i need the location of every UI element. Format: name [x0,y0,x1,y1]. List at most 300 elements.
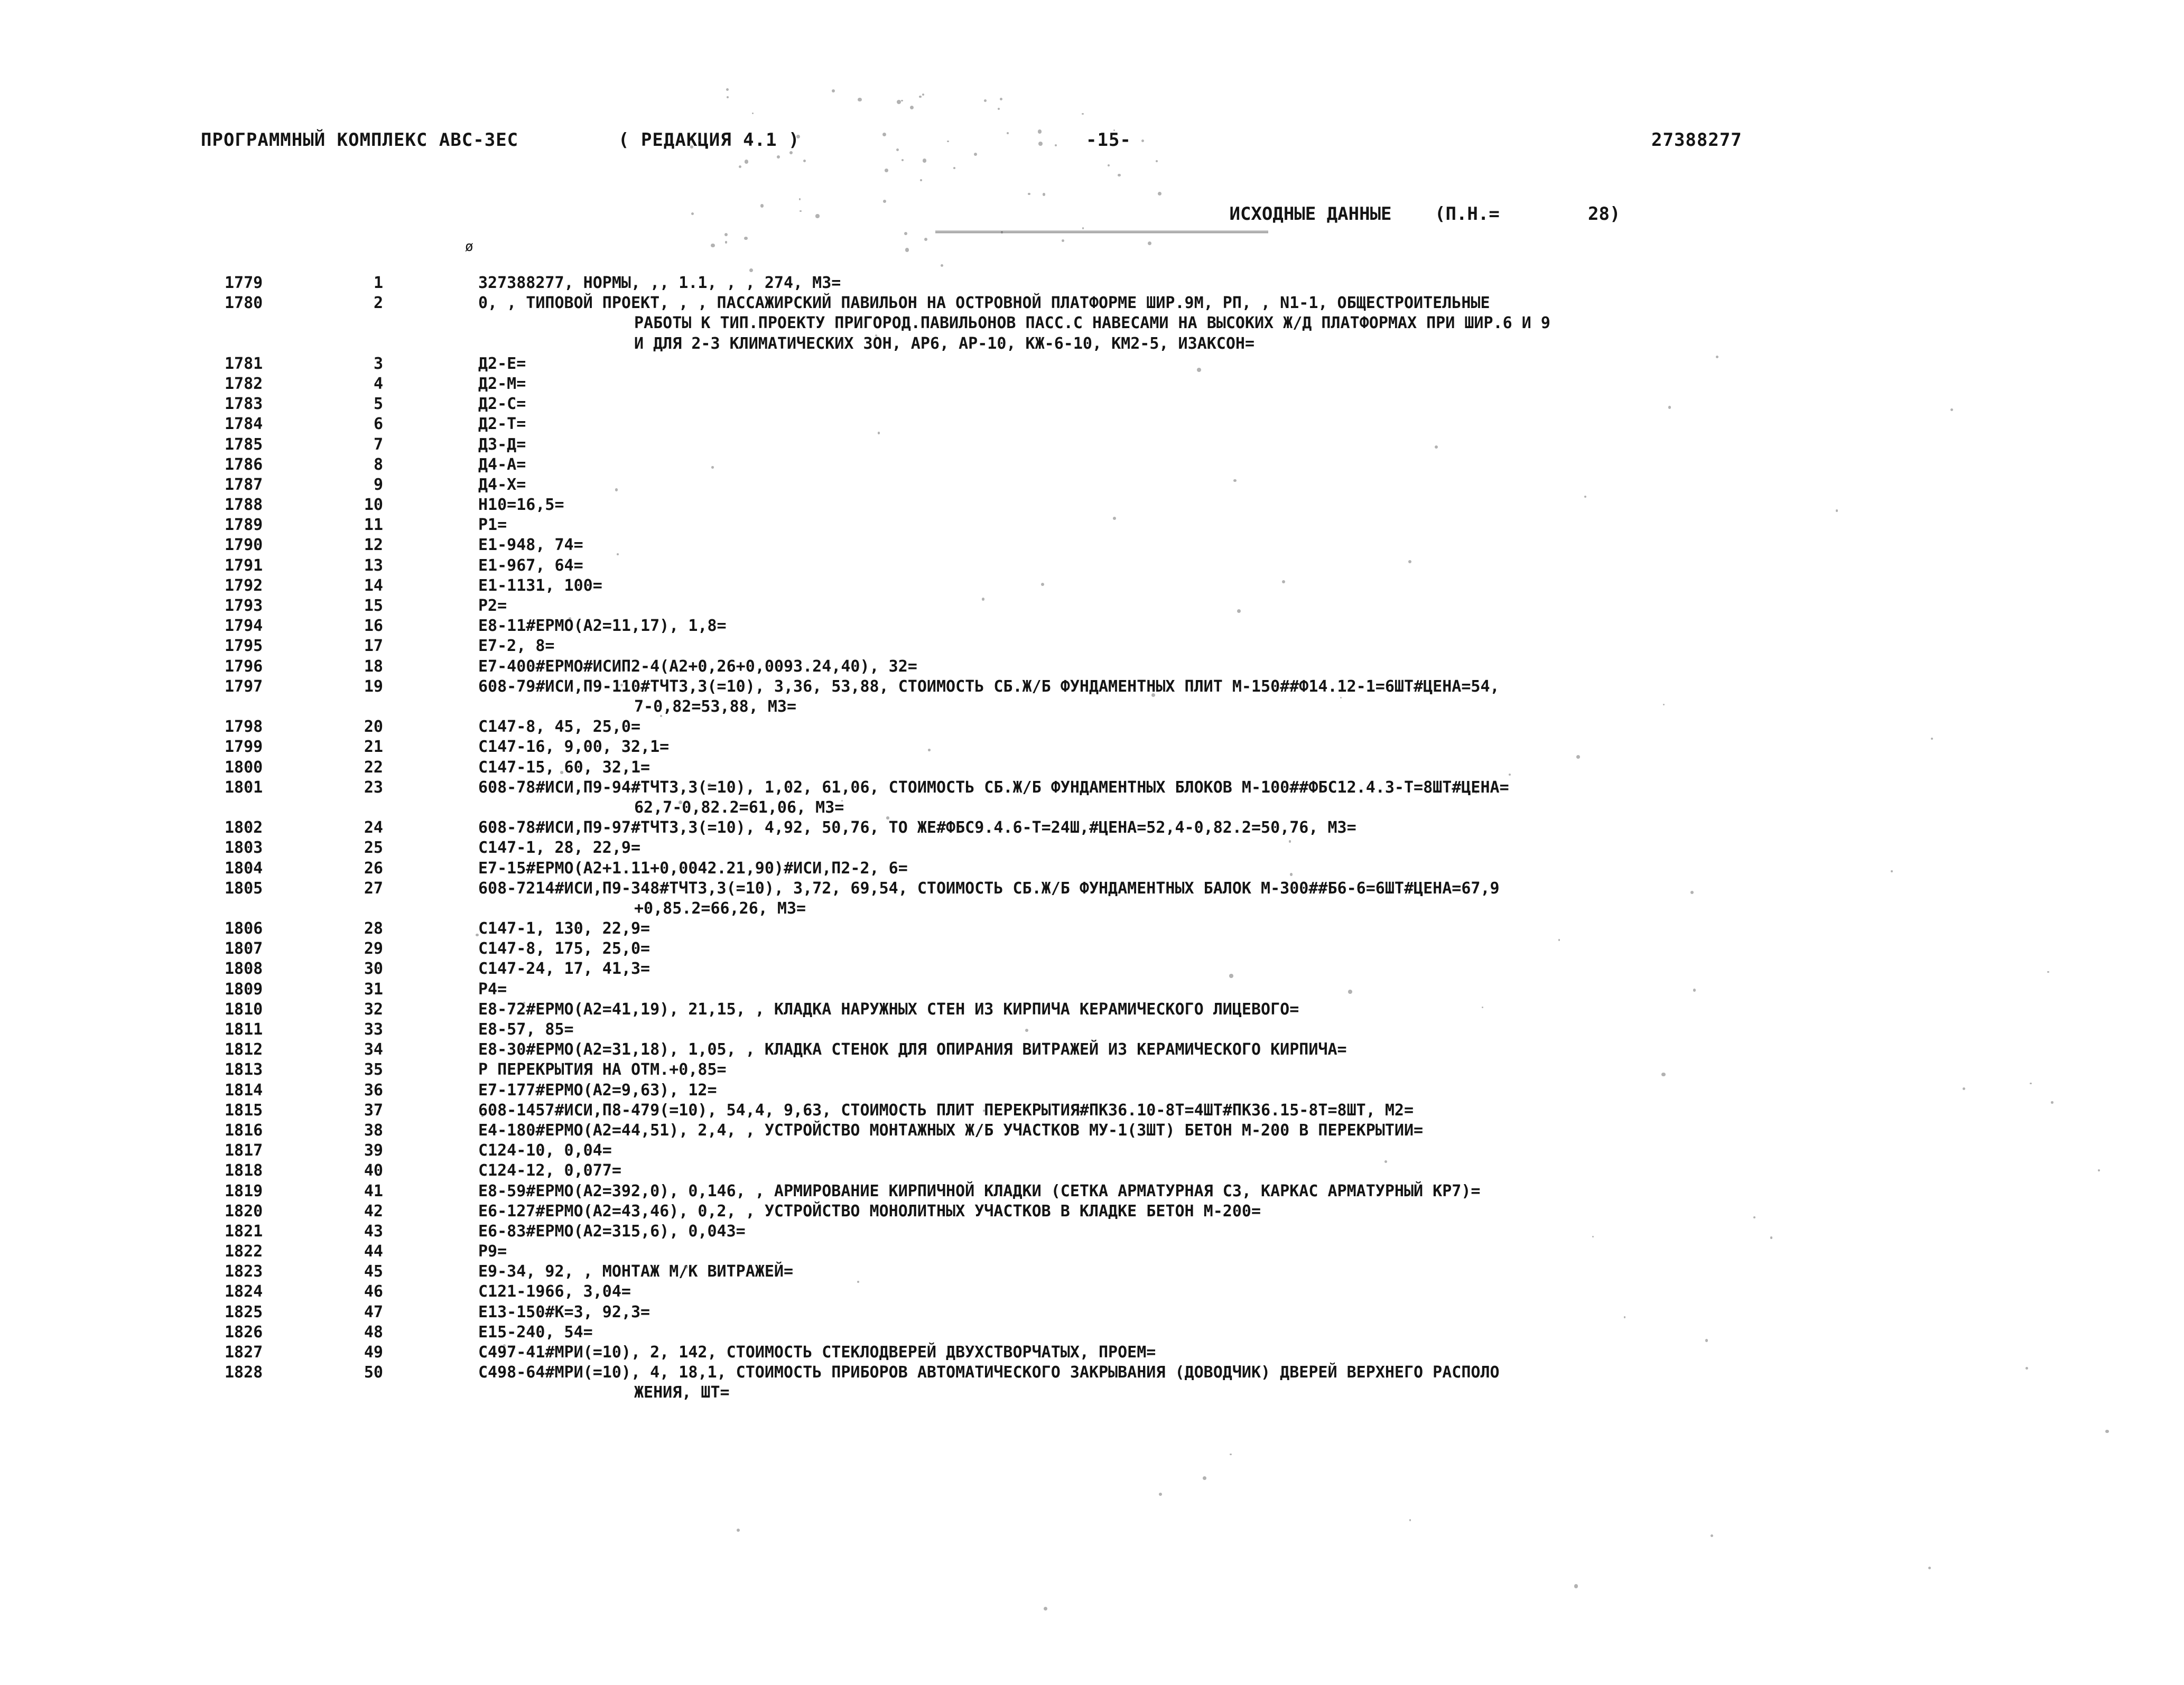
speckle [749,268,753,272]
speckle [789,151,793,154]
speckle [974,153,978,156]
speckle [617,553,619,555]
speckle [1017,302,1019,304]
speckle [1409,1519,1411,1521]
speckle [620,684,623,686]
speckle [901,100,903,101]
table-row [0,879,2184,919]
table-row [0,839,2184,859]
speckle [1001,231,1003,234]
speckle [1156,160,1158,162]
table-row [0,1000,2184,1020]
row-text: Е7-2, 8= [478,637,555,656]
speckle [777,155,780,159]
speckle [1290,873,1293,876]
table-row [0,476,2184,496]
table-row [0,516,2184,536]
line-number: 1792 [225,576,263,595]
speckle [878,432,880,434]
sequence-number: 25 [364,839,383,858]
line-number: 1814 [225,1081,263,1100]
line-number: 1787 [225,475,263,494]
row-text: С147-24, 17, 41,3= [478,960,650,979]
row-text: Е1-967, 64= [478,556,583,575]
row-text: С497-41#МРИ(=10), 2, 142, СТОИМОСТЬ СТЕКЛОДВЕРЕЙ ДВУХСТВОРЧАТЫХ, ПРОЕМ= [478,1343,1156,1362]
speckle [1028,193,1030,195]
table-row [0,859,2184,879]
line-number: 1803 [225,839,263,858]
pn-label: (П.Н.= [1435,203,1500,225]
sequence-number: 34 [364,1040,383,1059]
sequence-number: 27 [364,879,383,898]
table-row [0,1101,2184,1121]
sequence-number: 10 [364,496,383,515]
sequence-number: 36 [364,1081,383,1100]
speckle [941,264,943,267]
speckle [760,204,764,207]
speckle [1931,738,1933,740]
row-text: 608-78#ИСИ,П9-97#ТЧТ3,3(=10), 4,92, 50,76, ТО ЖЕ#ФБС9.4.6-Т=24Ш,#ЦЕНА=52,4-0,82.2=50,76, М3= [478,818,1356,837]
speckle [684,1265,687,1269]
speckle [724,233,728,236]
table-row [0,637,2184,657]
speckle [953,167,955,169]
speckle [1408,560,1411,563]
row-text: Е1-948, 74= [478,536,583,555]
speckle [1509,774,1511,776]
sequence-number: 45 [364,1262,383,1281]
table-row [0,980,2184,1000]
row-text: Е15-240, 54= [478,1323,593,1342]
line-number: 1793 [225,597,263,616]
line-number: 1815 [225,1101,263,1120]
line-number: 1816 [225,1121,263,1140]
line-number: 1798 [225,718,263,737]
line-number: 1781 [225,354,263,373]
sequence-number: 44 [364,1242,383,1261]
speckle [1043,193,1046,196]
line-number: 1810 [225,1000,263,1019]
table-row [0,1081,2184,1101]
table-row [0,455,2184,476]
speckle [1082,113,1083,115]
speckle [982,598,985,601]
row-text: Р1= [478,516,507,535]
pn-value: 28) [1588,203,1621,225]
speckle [1025,1029,1028,1032]
speckle [832,89,835,92]
speckle [1148,241,1151,245]
line-number: 1808 [225,960,263,979]
sequence-number: 8 [373,455,383,474]
table-row [0,597,2184,617]
speckle [1108,164,1110,166]
table-row [0,274,2184,294]
line-number: 1780 [225,294,263,313]
line-number: 1823 [225,1262,263,1281]
speckle [919,96,922,98]
row-text: Е4-180#ЕРМО(А2=44,51), 2,4, , УСТРОЙСТВО МОНТАЖНЫХ Ж/Б УЧАСТКОВ МУ-1(3ШТ) БЕТОН М-200 В ПЕРЕКРЫТИИ= [478,1121,1424,1140]
speckle [1950,408,1953,411]
line-number: 1796 [225,657,263,676]
sequence-number: 37 [364,1101,383,1120]
speckle [984,99,987,102]
header-program-name: ПРОГРАММНЫЙ КОМПЛЕКС АВС-3ЕС [201,129,519,151]
sequence-number: 1 [373,274,383,292]
row-text: Е7-400#ЕРМО#ИСИП2-4(А2+0,26+0,0093.24,40), 32= [478,657,917,676]
row-text: 608-7214#ИСИ,П9-348#ТЧТ3,3(=10), 3,72, 69,54, СТОИМОСТЬ СБ.Ж/Б ФУНДАМЕНТНЫХ БАЛОК М-300##Б6-6=6ШТ#ЦЕНА=67,9 [478,879,1500,898]
speckle [726,88,729,91]
sequence-number: 23 [364,778,383,797]
section-title-block [993,203,1628,225]
table-row [0,355,2184,375]
speckle [1282,580,1285,583]
line-number: 1795 [225,637,263,656]
speckle [910,106,914,109]
speckle [796,135,800,138]
table-row [0,1303,2184,1323]
speckle [2051,1101,2053,1104]
sequence-number: 2 [373,294,383,313]
table-row [0,1262,2184,1282]
line-number: 1788 [225,496,263,515]
line-number: 1804 [225,859,263,878]
row-text: С147-8, 175, 25,0= [478,939,650,958]
line-number: 1791 [225,556,263,575]
row-text: Е8-72#ЕРМО(А2=41,19), 21,15, , КЛАДКА НАРУЖНЫХ СТЕН ИЗ КИРПИЧА КЕРАМИЧЕСКОГО ЛИЦЕВОГО= [478,1000,1299,1019]
sequence-number: 32 [364,1000,383,1019]
speckle [886,816,889,820]
sequence-number: 13 [364,556,383,575]
row-text: С147-8, 45, 25,0= [478,718,641,737]
table-row [0,294,2184,355]
row-text: Д2-М= [478,374,526,393]
sequence-number: 47 [364,1302,383,1321]
speckle [1159,1493,1162,1496]
row-text: Д2-Е= [478,354,526,373]
row-text: Н10=16,5= [478,496,564,515]
line-number: 1783 [225,395,263,414]
row-continuation: +0,85.2=66,26, М3= [634,899,806,918]
table-row [0,536,2184,556]
sequence-number: 11 [364,516,383,535]
speckle [1082,227,1084,229]
table-row [0,718,2184,738]
speckle [1118,174,1120,176]
line-number: 1805 [225,879,263,898]
line-number: 1817 [225,1141,263,1160]
speckle [922,94,924,96]
row-continuation: 62,7-0,82.2=61,06, М3= [634,798,844,817]
speckle [883,200,886,203]
speckle [1055,144,1057,147]
speckle [923,159,926,162]
sequence-number: 31 [364,980,383,999]
speckle [1624,1316,1625,1318]
line-number: 1806 [225,919,263,938]
sequence-number: 41 [364,1181,383,1200]
table-row [0,1282,2184,1302]
speckle [904,232,907,235]
line-number: 1784 [225,415,263,434]
speckle [725,241,727,243]
row-text: С147-15, 60, 32,1= [478,758,650,777]
table-row [0,617,2184,637]
table-row [0,960,2184,980]
row-text: С121-1966, 3,04= [478,1282,631,1301]
row-text: С498-64#МРИ(=10), 4, 18,1, СТОИМОСТЬ ПРИБОРОВ АВТОМАТИЧЕСКОГО ЗАКРЫВАНИЯ (ДОВОДЧИК) ДВЕРЕЙ ВЕРХНЕГО РАСПОЛО [478,1363,1500,1382]
table-row [0,1060,2184,1081]
table-row [0,939,2184,960]
row-text: Е8-30#ЕРМО(А2=31,18), 1,05, , КЛАДКА СТЕНОК ДЛЯ ОПИРАНИЯ ВИТРАЖЕЙ ИЗ КЕРАМИЧЕСКОГО КИРПИЧА= [478,1040,1347,1059]
speckle [1000,98,1002,100]
line-number: 1821 [225,1222,263,1241]
table-row [0,1121,2184,1141]
row-text: С147-1, 130, 22,9= [478,919,650,938]
speckle [1289,840,1291,842]
sequence-number: 39 [364,1141,383,1160]
sequence-number: 20 [364,718,383,737]
row-text: Д2-Т= [478,415,526,434]
speckle [1693,989,1696,992]
row-text: Р9= [478,1242,507,1261]
sequence-number: 49 [364,1343,383,1362]
speckle [1711,1534,1713,1537]
line-number: 1809 [225,980,263,999]
speckle [1891,870,1892,872]
speckle [1770,1236,1772,1239]
sequence-number: 40 [364,1161,383,1180]
speckle [1113,129,1115,131]
line-number: 1813 [225,1060,263,1079]
speckle [739,165,741,168]
sequence-number: 5 [373,395,383,414]
sequence-number: 42 [364,1202,383,1221]
speckle [928,749,931,751]
table-row [0,1242,2184,1262]
speckle [727,96,729,98]
table-row [0,758,2184,778]
speckle [660,715,662,717]
speckle [885,169,888,172]
speckle [1203,1476,1206,1480]
table-row [0,1202,2184,1222]
line-number: 1794 [225,617,263,636]
table-row [0,738,2184,758]
sequence-number: 28 [364,919,383,938]
row-text: Е7-177#ЕРМО(А2=9,63), 12= [478,1081,717,1100]
sequence-number: 4 [373,374,383,393]
sequence-number: 19 [364,677,383,696]
line-number: 1786 [225,455,263,474]
speckle [2047,971,2049,973]
table-row [0,1343,2184,1363]
speckle [800,210,802,212]
line-number: 1797 [225,677,263,696]
sequence-number: 38 [364,1121,383,1140]
table-row [0,496,2184,516]
speckle [803,160,806,163]
row-text: Е13-150#К=3, 92,3= [478,1302,650,1321]
sequence-number: 7 [373,435,383,454]
row-text: Д4-Х= [478,475,526,494]
page-number: -15- [1086,129,1131,151]
sequence-number: 29 [364,939,383,958]
speckle [1576,755,1580,759]
row-text: С124-12, 0,077= [478,1161,621,1180]
row-text: С124-10, 0,04= [478,1141,612,1160]
row-text: Р ПЕРЕКРЫТИЯ НА ОТМ.+0,85= [478,1060,727,1079]
table-row [0,677,2184,718]
speckle [902,159,904,161]
line-number: 1785 [225,435,263,454]
table-row [0,1323,2184,1343]
line-number: 1807 [225,939,263,958]
speckle [1230,1454,1232,1456]
sequence-number: 21 [364,738,383,757]
row-text: Р2= [478,597,507,616]
table-row [0,415,2184,435]
sequence-number: 15 [364,597,383,616]
speckle [1340,697,1342,699]
table-row [0,395,2184,415]
speckle [1007,132,1009,134]
row-continuation: РАБОТЫ К ТИП.ПРОЕКТУ ПРИГОРОД.ПАВИЛЬОНОВ ПАСС.С НАВЕСАМИ НА ВЫСОКИХ Ж/Д ПЛАТФОРМАХ ПРИ ШИР.6 И 9 [634,314,1550,333]
line-number: 1824 [225,1282,263,1301]
speckle [920,179,922,181]
speckle [882,133,886,136]
table-row [0,657,2184,677]
sequence-number: 30 [364,960,383,979]
table-row [0,1161,2184,1181]
table-row [0,1363,2184,1403]
row-text: Е7-15#ЕРМО(А2+1.11+0,0042.21,90)#ИСИ,П2-2, 6= [478,859,908,878]
sequence-number: 22 [364,758,383,777]
line-number: 1827 [225,1343,263,1362]
line-number: 1822 [225,1242,263,1261]
speckle [1229,974,1233,978]
line-number: 1819 [225,1181,263,1200]
speckle [1836,509,1838,512]
line-number: 1782 [225,374,263,393]
document-id: 27388277 [1651,129,1742,151]
speckle [1592,1236,1594,1237]
speckle [2105,1430,2109,1433]
line-number: 1789 [225,516,263,535]
speckle [947,141,949,143]
sequence-number: 24 [364,818,383,837]
line-number: 1828 [225,1363,263,1382]
speckle [1574,1584,1578,1588]
table-row [0,556,2184,576]
sequence-number: 18 [364,657,383,676]
speckle [679,800,682,804]
speckle [1044,1607,1047,1610]
row-text: Р4= [478,980,507,999]
speckle [745,160,749,164]
sequence-number: 46 [364,1282,383,1301]
speckle [1158,192,1161,196]
row-text: 608-1457#ИСИ,П8-479(=10), 54,4, 9,63, СТОИМОСТЬ ПЛИТ ПЕРЕКРЫТИЯ#ПК36.10-8Т=4ШТ#ПК36.15-8Т=8ШТ, М2= [478,1101,1414,1120]
speckle [737,1529,740,1532]
line-number: 1812 [225,1040,263,1059]
sequence-number: 14 [364,576,383,595]
speckle [1141,139,1144,142]
sequence-number: 3 [373,354,383,373]
sequence-number: 17 [364,637,383,656]
line-number: 1811 [225,1020,263,1039]
speckle [711,244,715,248]
speckle [983,1110,984,1111]
speckle [1348,990,1352,994]
sequence-number: 9 [373,475,383,494]
speckle [560,771,563,774]
table-row [0,919,2184,939]
row-text: Е6-83#ЕРМО(А2=315,6), 0,043= [478,1222,746,1241]
table-row [0,375,2184,395]
row-text: Е8-57, 85= [478,1020,574,1039]
speckle [1197,368,1201,372]
title-underline [935,231,1268,233]
row-text: Е8-11#ЕРМО(А2=11,17), 1,8= [478,617,727,636]
speckle [1668,406,1671,408]
table-row [0,1222,2184,1242]
row-text: Е8-59#ЕРМО(А2=392,0), 0,146, , АРМИРОВАНИЕ КИРПИЧНОЙ КЛАДКИ (СЕТКА АРМАТУРНАЯ С3, КАРКАС АРМАТУРНЫЙ КР7)= [478,1181,1481,1200]
row-text: Д3-Д= [478,435,526,454]
data-listing [0,274,2184,1404]
speckle [1963,1087,1965,1090]
table-row [0,1040,2184,1060]
line-number: 1820 [225,1202,263,1221]
speckle [905,248,909,252]
margin-mark: ø [465,239,473,255]
speckle [752,113,754,114]
line-number: 1818 [225,1161,263,1180]
sequence-number: 43 [364,1222,383,1241]
sequence-number: 16 [364,617,383,636]
header-edition: ( РЕДАКЦИЯ 4.1 ) [618,129,800,151]
row-text: Е9-34, 92, , МОНТАЖ М/К ВИТРАЖЕЙ= [478,1262,794,1281]
row-text: 0, , ТИПОВОЙ ПРОЕКТ, , , ПАССАЖИРСКИЙ ПАВИЛЬОН НА ОСТРОВНОЙ ПЛАТФОРМЕ ШИР.9М, РП, , N1-1, ОБЩЕСТРОИТЕЛЬНЫЕ [478,294,1490,313]
sequence-number: 48 [364,1323,383,1342]
speckle [896,148,899,152]
row-text: Д4-А= [478,455,526,474]
row-text: С147-1, 28, 22,9= [478,839,641,858]
speckle [744,237,747,240]
line-number: 1802 [225,818,263,837]
line-number: 1800 [225,758,263,777]
line-number: 1825 [225,1302,263,1321]
speckle [691,212,694,215]
sequence-number: 50 [364,1363,383,1382]
speckle [924,238,927,241]
line-number: 1801 [225,778,263,797]
row-continuation: И ДЛЯ 2-3 КЛИМАТИЧЕСКИХ ЗОН, АР6, АР-10, КЖ-6-10, КМ2-5, ИЗАКСОН= [634,334,1254,353]
table-row [0,1020,2184,1040]
speckle [1062,239,1065,243]
sequence-number: 12 [364,536,383,555]
sequence-number: 35 [364,1060,383,1079]
table-row [0,435,2184,455]
table-row [0,1141,2184,1161]
line-number: 1779 [225,274,263,292]
row-text: Е1-1131, 100= [478,576,602,595]
line-number: 1799 [225,738,263,757]
sequence-number: 33 [364,1020,383,1039]
row-text: 327388277, НОРМЫ, ,, 1.1, , , 274, М3= [478,274,841,292]
speckle [1038,129,1042,134]
speckle [998,108,1000,110]
